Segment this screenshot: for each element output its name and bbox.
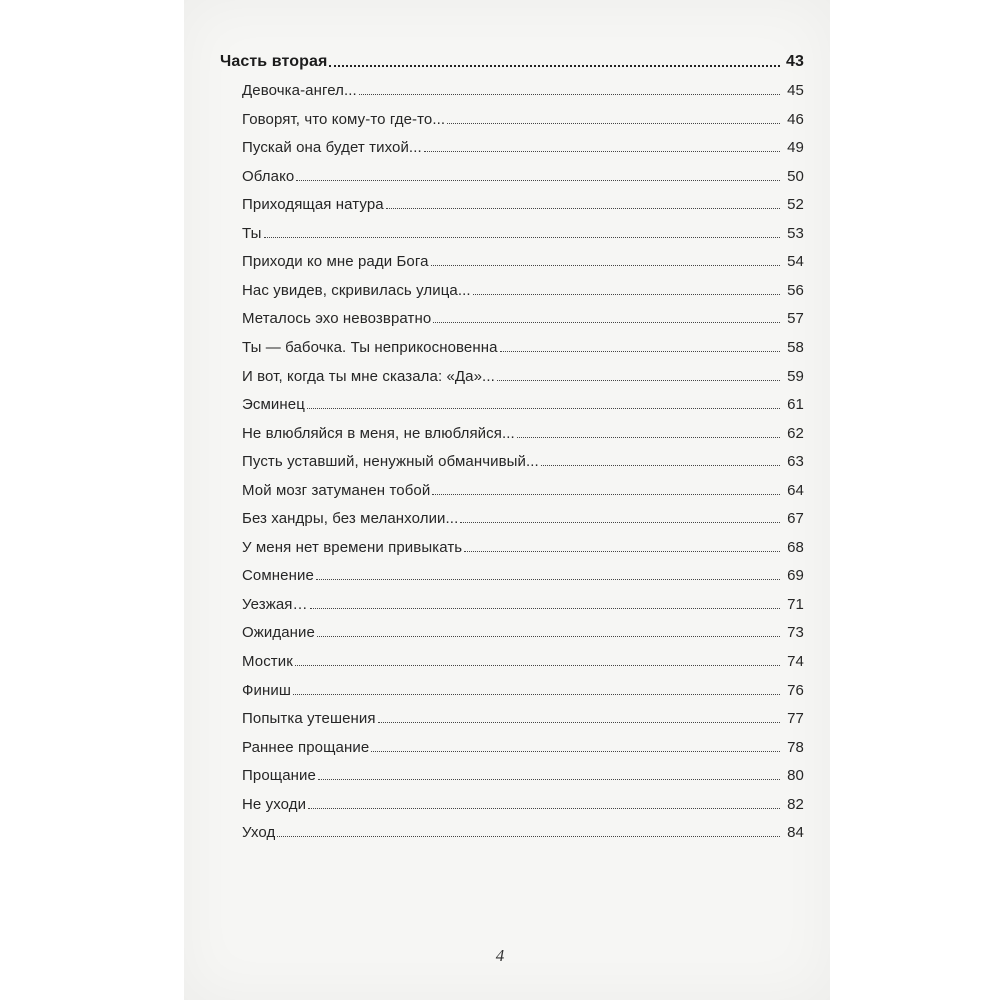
toc-entry xyxy=(220,156,804,185)
dot-leader xyxy=(460,522,780,523)
toc-entry xyxy=(220,699,804,728)
toc-entry xyxy=(220,185,804,214)
toc-entry-page: 76 xyxy=(787,681,804,699)
toc-entry-title: Не влюбляйся в меня, не влюбляйся... xyxy=(242,424,515,442)
dot-leader xyxy=(318,779,780,780)
toc-entry xyxy=(220,613,804,642)
dot-leader xyxy=(317,636,780,637)
dot-leader xyxy=(432,494,780,495)
toc-entry-page: 77 xyxy=(787,710,804,728)
dot-leader xyxy=(307,408,780,409)
toc-entry-page: 62 xyxy=(787,424,804,442)
toc-entry-title: Раннее прощание xyxy=(242,738,370,756)
toc-entry xyxy=(220,356,804,385)
page-number: 4 xyxy=(495,946,505,965)
dot-leader xyxy=(308,808,780,809)
dot-leader xyxy=(433,322,780,323)
toc-entry xyxy=(220,213,804,242)
toc-entry-title: Приходящая натура xyxy=(242,196,384,214)
dot-leader xyxy=(497,380,780,381)
toc-entry xyxy=(220,413,804,442)
toc-entry-page: 57 xyxy=(787,310,804,328)
dot-leader xyxy=(371,751,780,752)
toc-entry-page: 52 xyxy=(787,196,804,214)
toc-part-title: Часть вторая xyxy=(220,52,328,70)
toc-entry-title: Говорят, что кому-то где-то... xyxy=(242,110,446,128)
dot-leader xyxy=(264,237,781,238)
dot-leader xyxy=(386,208,780,209)
dot-leader xyxy=(447,123,780,124)
toc-entry-title: Не уходи xyxy=(242,795,307,813)
toc-entry-page: 64 xyxy=(787,481,804,499)
dot-leader xyxy=(359,94,780,95)
toc-entry-title: Финиш xyxy=(242,681,291,699)
toc-entry-page: 46 xyxy=(787,110,804,128)
toc-entry-page: 59 xyxy=(787,367,804,385)
toc-entry xyxy=(220,71,804,100)
toc-entry-title: Сомнение xyxy=(242,567,314,585)
dot-leader xyxy=(293,694,780,695)
toc-entry xyxy=(220,556,804,585)
toc-entry-title: Пусть уставший, ненужный обманчивый... xyxy=(242,453,539,471)
toc-entry xyxy=(220,270,804,299)
toc-entry xyxy=(220,242,804,271)
dot-leader xyxy=(464,551,780,552)
toc-entry xyxy=(220,670,804,699)
toc-entry-title: Эсминец xyxy=(242,396,305,414)
toc-entry-page: 50 xyxy=(787,167,804,185)
toc-entry-title: Мой мозг затуманен тобой xyxy=(242,481,431,499)
dot-leader xyxy=(424,151,780,152)
toc-entry-title: Ты — бабочка. Ты неприкосновенна xyxy=(242,339,498,357)
toc-entry xyxy=(220,99,804,128)
toc-entry-title: Ты xyxy=(242,224,262,242)
toc-entry-page: 84 xyxy=(787,824,804,842)
toc-entry-page: 54 xyxy=(787,253,804,271)
toc-entry-page: 73 xyxy=(787,624,804,642)
toc-entry-title: Без хандры, без меланхолии... xyxy=(242,510,459,528)
toc-part-heading xyxy=(220,42,804,71)
dot-leader xyxy=(310,608,780,609)
dot-leader xyxy=(296,180,780,181)
toc-entry-title: Приходи ко мне ради Бога xyxy=(242,253,429,271)
dot-leader xyxy=(473,294,780,295)
toc-entry xyxy=(220,813,804,842)
toc-entry-page: 71 xyxy=(787,595,804,613)
toc-entry xyxy=(220,527,804,556)
toc-entry xyxy=(220,641,804,670)
toc-entry-page: 68 xyxy=(787,538,804,556)
toc-entry xyxy=(220,756,804,785)
dot-leader xyxy=(517,437,780,438)
dot-leader xyxy=(329,65,780,67)
dot-leader xyxy=(541,465,780,466)
toc-entry xyxy=(220,727,804,756)
toc-part-page: 43 xyxy=(786,52,804,70)
toc-entry-title: Уезжая… xyxy=(242,595,308,613)
toc-entry-title: Нас увидев, скривилась улица... xyxy=(242,281,471,299)
toc-entry-page: 80 xyxy=(787,767,804,785)
toc-entry xyxy=(220,470,804,499)
table-of-contents xyxy=(220,42,804,841)
toc-entry-title: Прощание xyxy=(242,767,316,785)
dot-leader xyxy=(431,265,780,266)
toc-entry-page: 53 xyxy=(787,224,804,242)
toc-entry xyxy=(220,499,804,528)
toc-entry-title: Уход xyxy=(242,824,276,842)
toc-entry-page: 78 xyxy=(787,738,804,756)
toc-entry-page: 45 xyxy=(787,82,804,100)
toc-entry xyxy=(220,442,804,471)
toc-entry-page: 67 xyxy=(787,510,804,528)
toc-entry-page: 56 xyxy=(787,281,804,299)
toc-entry-page: 58 xyxy=(787,339,804,357)
dot-leader xyxy=(378,722,780,723)
dot-leader xyxy=(500,351,780,352)
toc-entry xyxy=(220,784,804,813)
toc-entry-title: У меня нет времени привыкать xyxy=(242,538,463,556)
toc-entry-title: Девочка-ангел... xyxy=(242,82,357,100)
toc-entry xyxy=(220,128,804,157)
toc-entry-title: Металось эхо невозвратно xyxy=(242,310,432,328)
dot-leader xyxy=(295,665,780,666)
toc-entry-page: 61 xyxy=(787,396,804,414)
toc-entry-title: Попытка утешения xyxy=(242,710,376,728)
toc-entry-page: 49 xyxy=(787,139,804,157)
toc-entry-title: Пускай она будет тихой... xyxy=(242,139,422,157)
toc-entry-title: И вот, когда ты мне сказала: «Да»... xyxy=(242,367,495,385)
toc-entry xyxy=(220,327,804,356)
dot-leader xyxy=(277,836,780,837)
toc-entry-title: Ожидание xyxy=(242,624,315,642)
toc-entry-page: 63 xyxy=(787,453,804,471)
dot-leader xyxy=(316,579,780,580)
toc-entry-title: Мостик xyxy=(242,653,293,671)
toc-entry-page: 69 xyxy=(787,567,804,585)
toc-entry-page: 82 xyxy=(787,795,804,813)
toc-entry xyxy=(220,584,804,613)
toc-entry-title: Облако xyxy=(242,167,295,185)
toc-entry-page: 74 xyxy=(787,653,804,671)
toc-entry xyxy=(220,299,804,328)
toc-entry xyxy=(220,385,804,414)
